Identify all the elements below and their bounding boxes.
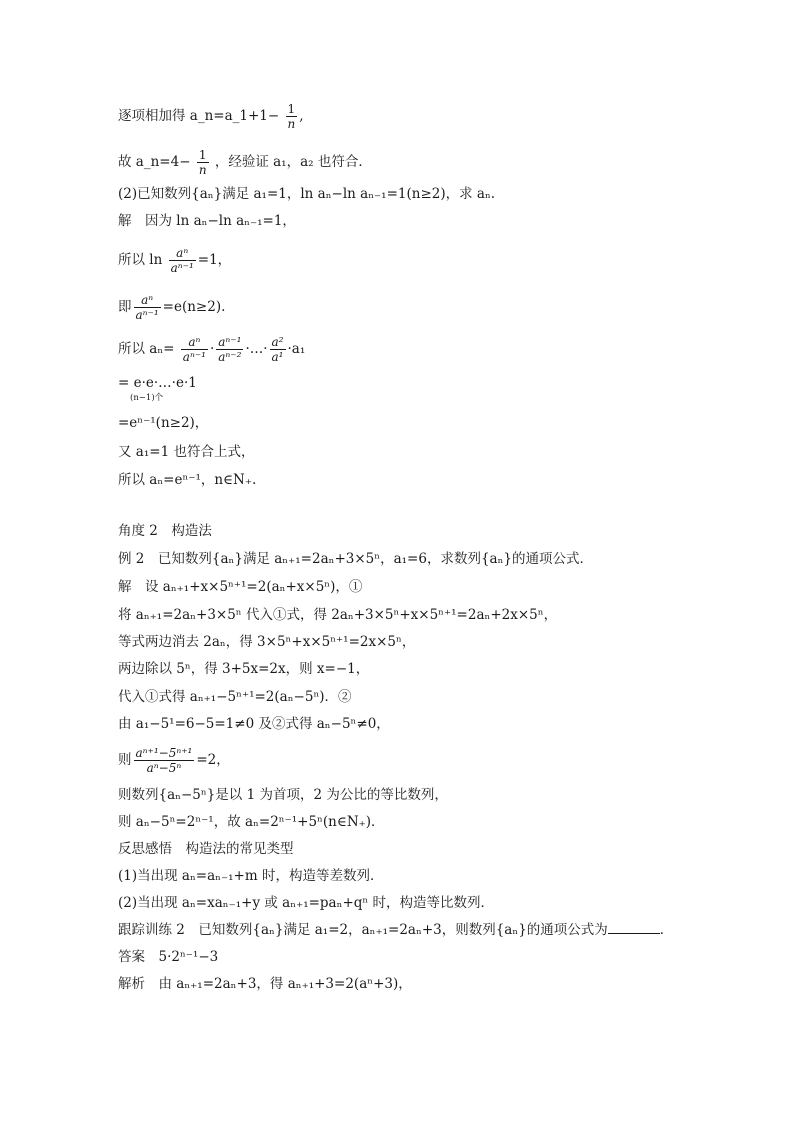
text-line: 两边除以 5ⁿ，得 3+5x=2x，则 x=−1，	[118, 661, 370, 677]
fraction	[181, 335, 208, 364]
denominator: n	[198, 163, 207, 177]
numerator: aⁿ⁻¹	[218, 335, 242, 349]
text-line: (2)已知数列{aₙ}满足 a₁=1，ln aₙ−ln aₙ₋₁=1(n≥2)，求 aₙ.	[118, 186, 496, 202]
numerator: aⁿ	[176, 246, 189, 260]
text-line: (2)当出现 aₙ=xaₙ₋₁+y 或 aₙ₊₁=paₙ+qⁿ 时，构造等比数列．	[118, 895, 495, 911]
denominator: n	[287, 117, 296, 131]
formula: a_n=4−	[135, 154, 191, 170]
text-line: 等式两边消去 2aₙ，得 3×5ⁿ+x×5ⁿ⁺¹=2x×5ⁿ，	[118, 634, 416, 650]
line-text: 所以 ln	[118, 252, 163, 268]
text-line: 所以 aₙ=eⁿ⁻¹，n∈N₊.	[118, 472, 257, 488]
text-line: 解 因为 ln aₙ−ln aₙ₋₁=1，	[118, 213, 296, 229]
fraction	[286, 102, 298, 131]
ellipsis: ·…·	[245, 341, 268, 357]
section-heading: 反思感悟 构造法的常见类型	[118, 841, 294, 857]
fraction	[134, 293, 161, 322]
line-text: 所以 aₙ=	[118, 341, 175, 357]
denominator: aⁿ⁻²	[218, 350, 242, 364]
text-line	[118, 246, 231, 275]
punct: ,	[299, 108, 304, 124]
text-line	[118, 148, 372, 177]
brace-annotation: (n−1)个	[130, 393, 164, 403]
text-line: 由 a₁−5¹=6−5=1≠0 及②式得 aₙ−5ⁿ≠0，	[118, 716, 390, 732]
line-text: 则	[118, 752, 132, 768]
text-line: 又 a₁=1 也符合上式，	[118, 444, 255, 460]
text-line	[118, 921, 673, 939]
line-text: =1，	[197, 252, 232, 268]
text-line: 例 2 已知数列{aₙ}满足 aₙ₊₁=2aₙ+3×5ⁿ，a₁=6，求数列{aₙ}的通项公式．	[118, 551, 594, 567]
fraction	[270, 335, 286, 364]
text-line: 代入①式得 aₙ₊₁−5ⁿ⁺¹=2(aₙ−5ⁿ)．②	[118, 689, 352, 705]
denominator: aⁿ⁻¹	[135, 308, 159, 322]
denominator: aⁿ⁻¹	[170, 261, 194, 275]
text-line: =eⁿ⁻¹(n≥2)，	[118, 415, 209, 431]
numerator: 1	[287, 102, 296, 116]
numerator: aⁿ	[141, 293, 154, 307]
text-line: 则 aₙ−5ⁿ=2ⁿ⁻¹，故 aₙ=2ⁿ⁻¹+5ⁿ(n∈N₊)．	[118, 814, 385, 830]
line-text: 跟踪训练 2 已知数列{aₙ}满足 a₁=2，aₙ₊₁=2aₙ+3，则数列{aₙ}的通项公式为	[118, 922, 608, 938]
denominator: aⁿ⁻¹	[182, 350, 206, 364]
fraction	[216, 335, 243, 364]
punct: ．	[659, 922, 674, 938]
denominator: aⁿ−5ⁿ	[134, 760, 195, 775]
line-text: ·a₁	[287, 341, 306, 357]
denominator: a¹	[271, 350, 284, 364]
text-line	[118, 746, 230, 775]
line-text: 即	[118, 299, 132, 315]
text-line: 所以 aₙ= $\frac{\text{aⁿ}}{\text{aⁿ⁻¹}}$ · $\frac{\text{aⁿ⁻¹}}{\text{aⁿ⁻²}}$ ·…· $\frac{\text{a²}}{\text{a¹}}$ ·a₁	[118, 335, 306, 364]
text-line	[118, 293, 225, 322]
text-line: (1)当出现 aₙ=aₙ₋₁+m 时，构造等差数列．	[118, 868, 384, 884]
numerator: a²	[271, 335, 284, 349]
fraction	[169, 246, 196, 275]
line-text: 逐项相加得	[118, 108, 186, 124]
formula: a_n=a_1+1−	[189, 108, 280, 124]
line-text: ，经验证 a₁，a₂ 也符合．	[214, 154, 372, 170]
answer-line: 答案 5·2ⁿ⁻¹−3	[118, 949, 219, 965]
line-text: =2，	[196, 752, 230, 768]
line-text: =e(n≥2).	[162, 299, 226, 315]
text-line: 解 设 aₙ₊₁+x×5ⁿ⁺¹=2(aₙ+x×5ⁿ)，①	[118, 579, 363, 595]
line-text: 故	[118, 154, 132, 170]
numerator: aⁿ⁺¹−5ⁿ⁺¹	[135, 746, 193, 760]
answer-blank	[608, 921, 660, 934]
numerator: 1	[198, 148, 207, 162]
text-line: 将 aₙ₊₁=2aₙ+3×5ⁿ 代入①式，得 2aₙ+3×5ⁿ+x×5ⁿ⁺¹=2aₙ+2x×5ⁿ，	[118, 607, 558, 623]
text-line: 解析 由 aₙ₊₁=2aₙ+3，得 aₙ₊₁+3=2(aⁿ+3)，	[118, 976, 412, 992]
section-heading: 角度 2 构造法	[118, 523, 212, 539]
text-line: 则数列{aₙ−5ⁿ}是以 1 为首项，2 为公比的等比数列，	[118, 787, 448, 803]
numerator: aⁿ	[188, 335, 201, 349]
text-line: = e·e·…·e·1	[118, 375, 197, 391]
text-line	[118, 102, 304, 131]
fraction	[197, 148, 209, 177]
fraction	[134, 746, 195, 775]
